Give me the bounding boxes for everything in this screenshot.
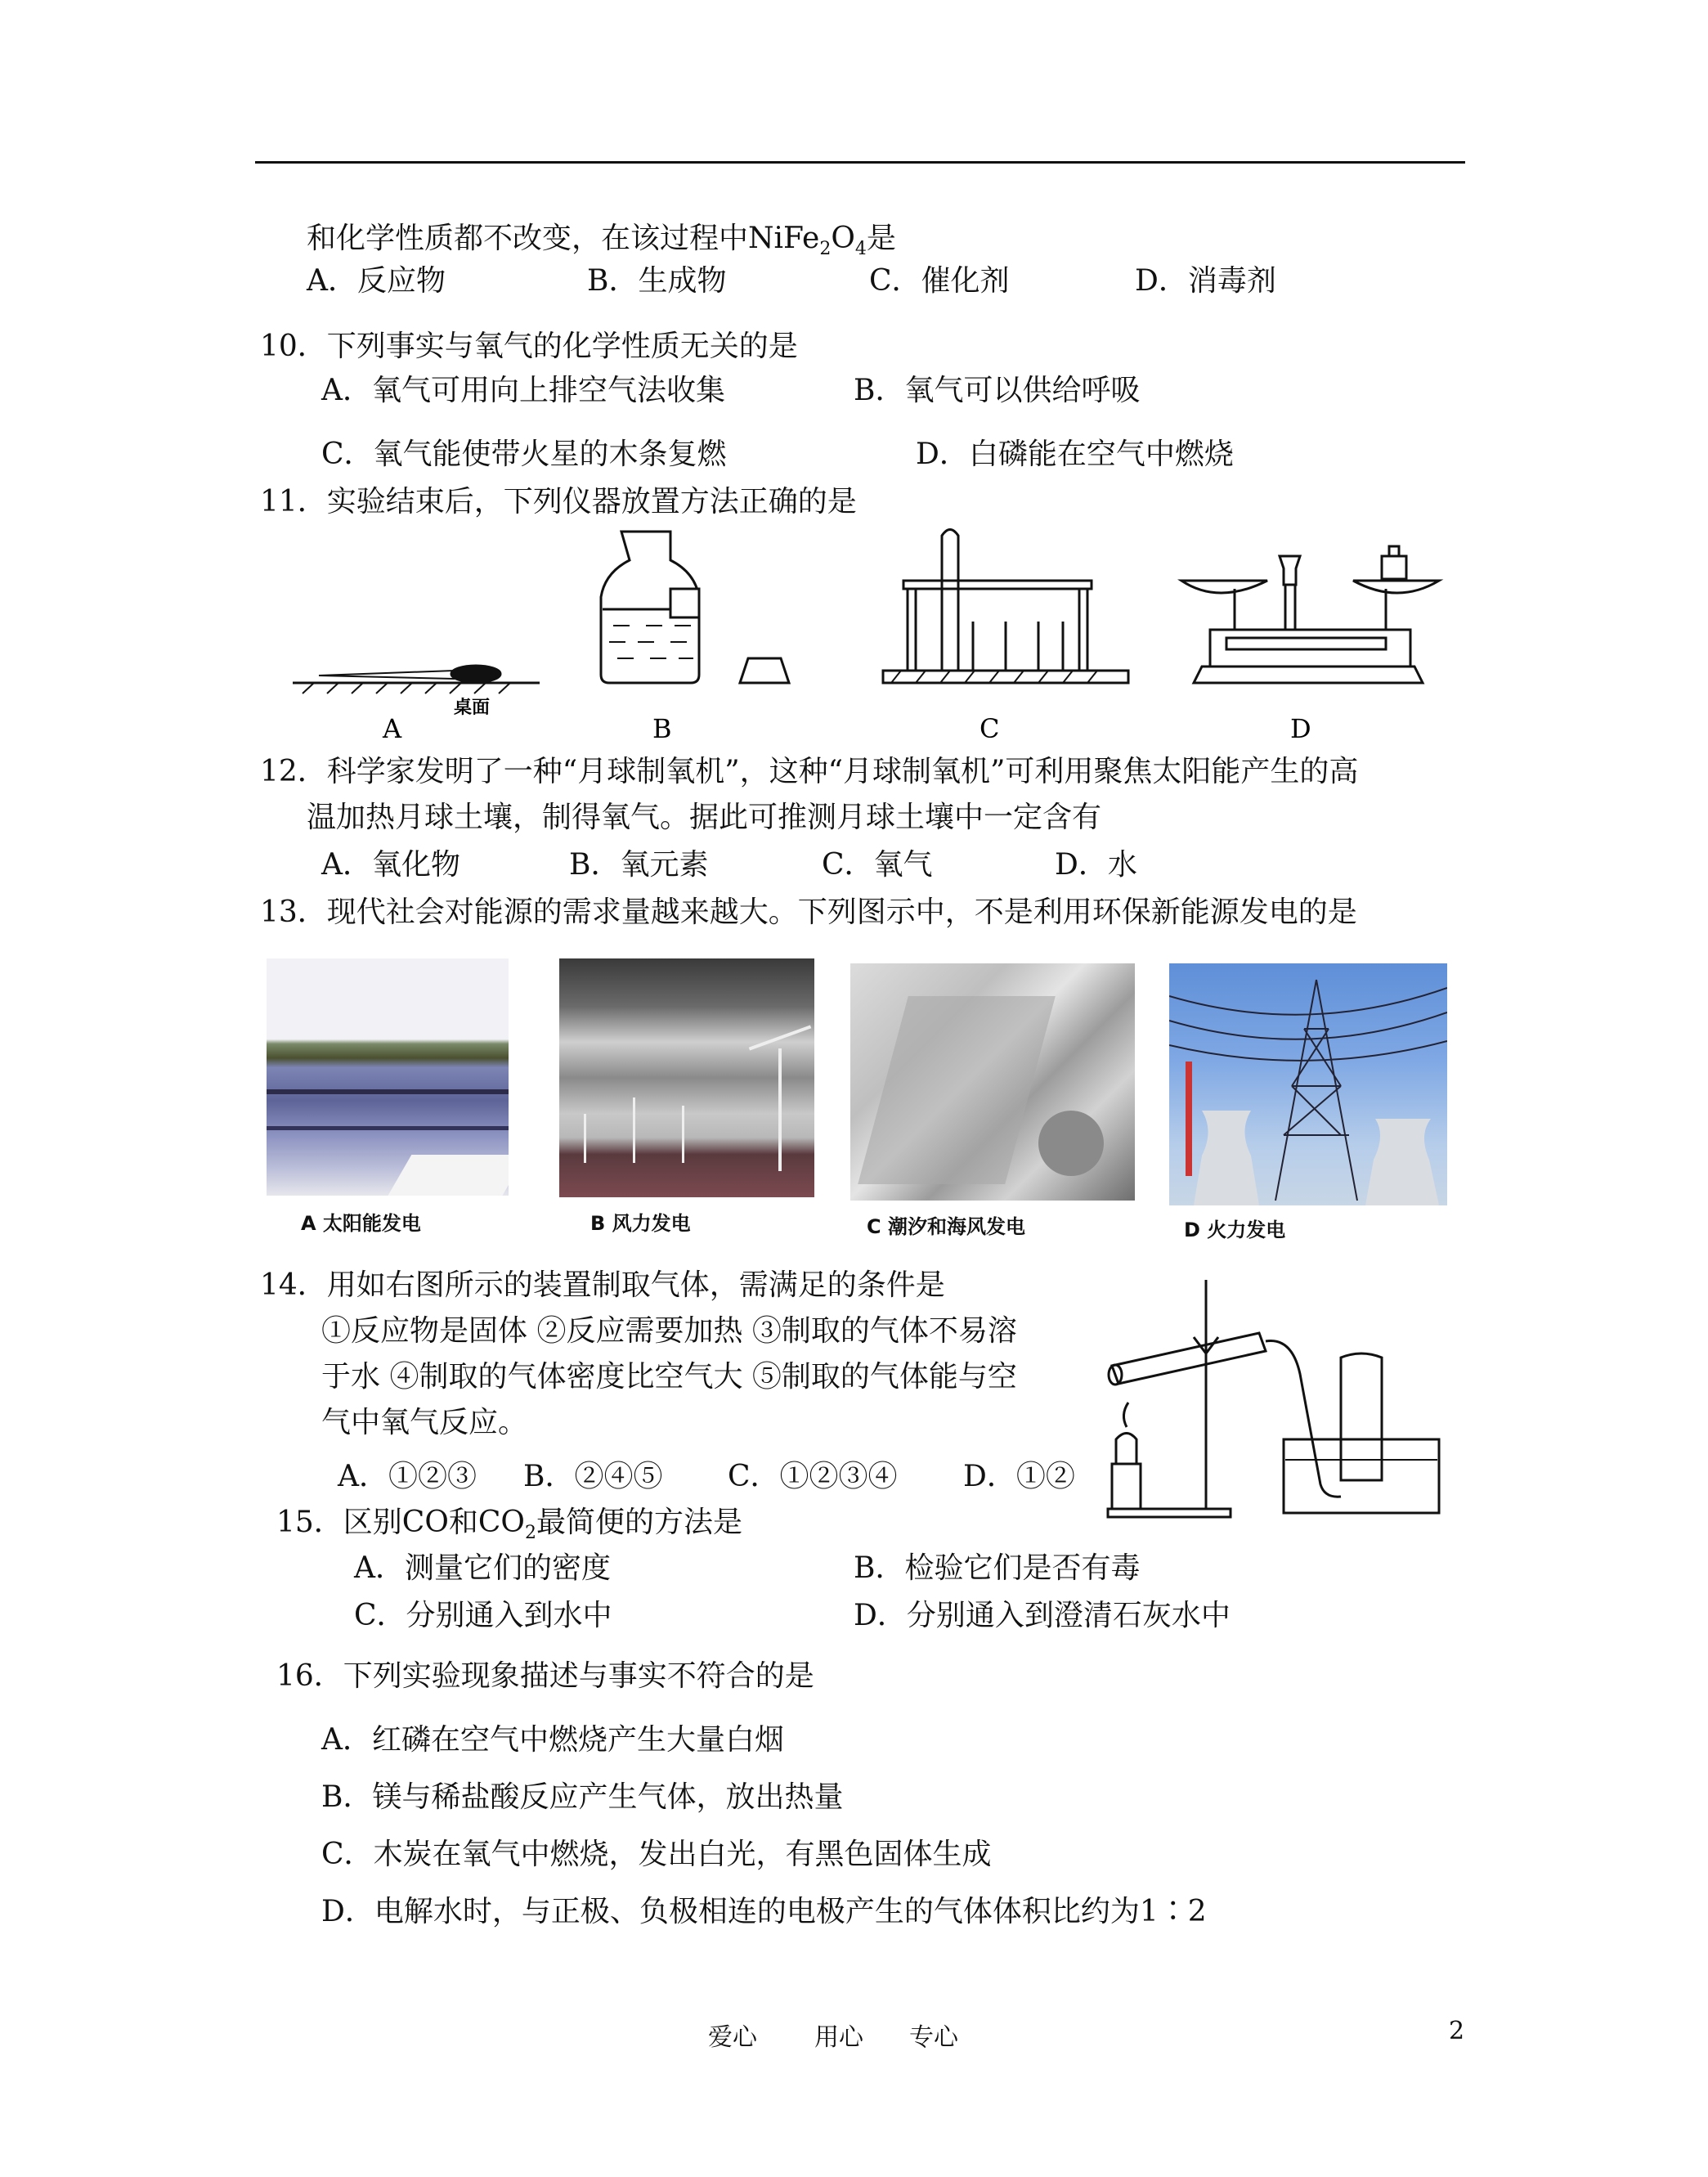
header-rule: [255, 161, 1465, 164]
caption-solar: A 太阳能发电: [301, 1212, 421, 1235]
q13-stem: 13．现代社会对能源的需求量越来越大。下列图示中，不是利用环保新能源发电的是: [260, 895, 1357, 929]
dropper-on-desk: [293, 666, 540, 693]
q14-conditions-line2: 于水 ④制取的气体密度比空气大 ⑤制取的气体能与空: [321, 1360, 1017, 1394]
photo-tidal-power: [850, 963, 1135, 1201]
photo-solar-power: [267, 958, 509, 1196]
footer-motto-3: 专心: [909, 2023, 958, 2052]
caption-wind: B 风力发电: [590, 1212, 691, 1235]
q12-stem-line1: 12．科学家发明了一种“月球制氧机”，这种“月球制氧机”可利用聚焦太阳能产生的高: [260, 755, 1359, 788]
q14-stem: 14．用如右图所示的装置制取气体，需满足的条件是: [260, 1268, 945, 1302]
q11-apparatus-figure: [286, 523, 1464, 752]
q16-option-c: C．木炭在氧气中燃烧，发出白光，有黑色固体生成: [321, 1838, 992, 1871]
desk-label: 桌面: [454, 697, 491, 718]
photo-wind-power: [559, 958, 814, 1197]
q14-conditions-line1: ①反应物是固体 ②反应需要加热 ③制取的气体不易溶: [321, 1314, 1017, 1348]
q14-option-d: D．①②: [963, 1460, 1075, 1493]
q16-option-a: A．红磷在空气中燃烧产生大量白烟: [321, 1723, 784, 1757]
q10-option-b: B．氧气可以供给呼吸: [854, 374, 1141, 407]
q10-option-a: A．氧气可用向上排空气法收集: [321, 374, 725, 407]
q14-option-b: B．②④⑤: [523, 1460, 663, 1493]
q9-line: 和化学性质都不改变，在该过程中$NiFe_2O_4$是: [307, 222, 896, 260]
q12-option-d: D．水: [1055, 848, 1137, 882]
q15-option-c: C．分别通入到水中: [354, 1599, 612, 1632]
q12-option-a: A．氧化物: [321, 848, 460, 882]
q16-option-b: B．镁与稀盐酸反应产生气体，放出热量: [321, 1780, 844, 1814]
footer-motto-1: 爱心: [708, 2023, 757, 2052]
pylon-illustration: [1169, 963, 1447, 1205]
q12-option-b: B．氧元素: [569, 848, 709, 882]
gas-collection-apparatus: [1096, 1276, 1447, 1521]
caption-thermal: D 火力发电: [1184, 1219, 1286, 1241]
q11-stem: 11．实验结束后，下列仪器放置方法正确的是: [260, 485, 857, 518]
photo-thermal-power: [1169, 963, 1447, 1205]
q11-label-d: D: [1290, 713, 1311, 744]
page-number: 2: [1449, 2017, 1465, 2045]
q9-option-a: A．反应物: [307, 264, 446, 298]
q9-option-d: D．消毒剂: [1135, 264, 1276, 298]
q15-option-b: B．检验它们是否有毒: [854, 1551, 1141, 1585]
q15-option-a: A．测量它们的密度: [354, 1551, 611, 1585]
balance-scale: [1181, 546, 1439, 683]
q9-option-b: B．生成物: [587, 264, 727, 298]
q12-stem-line2: 温加热月球土壤，制得氧气。据此可推测月球土壤中一定含有: [307, 801, 1102, 834]
q11-label-c: C: [980, 713, 1000, 744]
q14-option-a: A．①②③: [338, 1460, 477, 1493]
q16-stem: 16．下列实验现象描述与事实不符合的是: [276, 1659, 814, 1693]
caption-tidal: C 潮汐和海风发电: [867, 1215, 1025, 1238]
q11-label-b: B: [652, 713, 672, 744]
q12-option-c: C．氧气: [822, 848, 933, 882]
q9-option-c: C．催化剂: [869, 264, 1010, 298]
q10-option-c: C．氧气能使带火星的木条复燃: [321, 438, 727, 471]
q10-stem: 10．下列事实与氧气的化学性质无关的是: [260, 330, 798, 363]
footer-motto-2: 用心: [814, 2023, 863, 2052]
q15-stem: 15．区别CO和$CO_2$最简便的方法是: [276, 1506, 742, 1544]
q14-conditions-line3: 气中氧气反应。: [321, 1406, 528, 1439]
q11-label-a: A: [383, 713, 402, 744]
test-tube-rack: [883, 530, 1128, 684]
q10-option-d: D．白磷能在空气中燃烧: [916, 438, 1234, 471]
q15-option-d: D．分别通入到澄清石灰水中: [854, 1599, 1231, 1632]
q14-option-c: C．①②③④: [728, 1460, 898, 1493]
q16-option-d: D．电解水时，与正极、负极相连的电极产生的气体体积比约为1∶2: [321, 1895, 1207, 1928]
reagent-bottle: [601, 532, 789, 683]
